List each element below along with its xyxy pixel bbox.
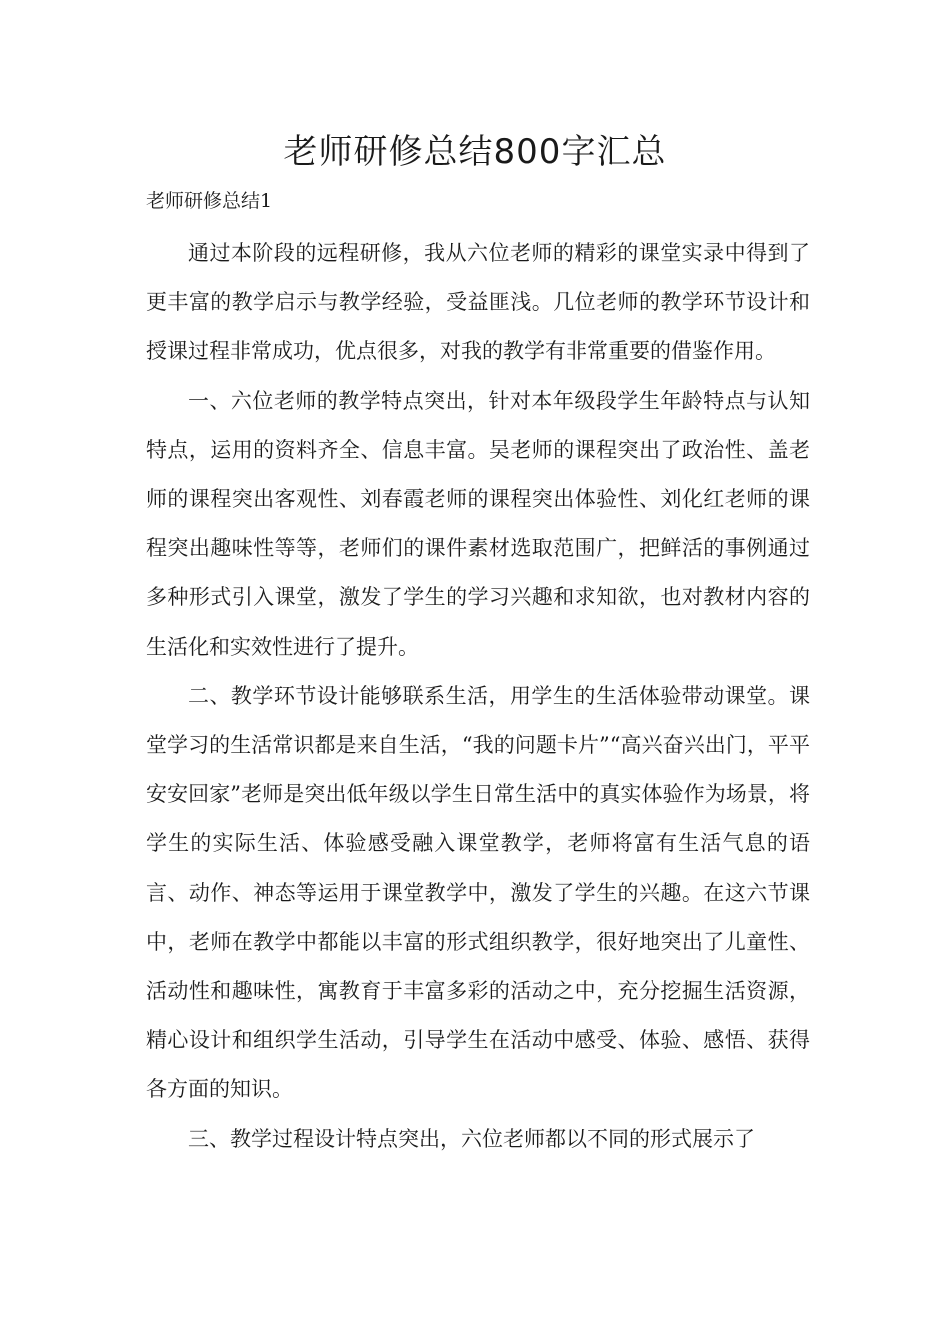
paragraph: 一、六位老师的教学特点突出，针对本年级段学生年龄特点与认知特点，运用的资料齐全、信息丰富。吴老师的课程突出了政治性、盖老师的课程突出客观性、刘春霞老师的课程突出体验性、刘化红老师的课程突出趣味性等等，老师们的课件素材选取范围广，把鲜活的事例通过多种形式引入课堂，激发了学生的学习兴趣和求知欲，也对教材内容的生活化和实效性进行了提升。 (146, 388, 810, 659)
paragraph: 三、教学过程设计特点突出，六位老师都以不同的形式展示了 (188, 1126, 755, 1151)
document-title: 老师研修总结800字汇总 (283, 132, 667, 172)
section-heading: 老师研修总结1 (146, 190, 273, 212)
document-body (146, 229, 810, 1164)
paragraph: 二、教学环节设计能够联系生活，用学生的生活体验带动课堂。课堂学习的生活常识都是来自生活，“我的问题卡片”“高兴奋兴出门，平平安安回家”老师是突出低年级以学生日常生活中的真实体验作为场景，将学生的实际生活、体验感受融入课堂教学，老师将富有生活气息的语言、动作、神态等运用于课堂教学中，激发了学生的兴趣。在这六节课中，老师在教学中都能以丰富的形式组织教学，很好地突出了儿童性、活动性和趣味性，寓教育于丰富多彩的活动之中，充分挖掘生活资源，精心设计和组织学生活动，引导学生在活动中感受、体验、感悟、获得各方面的知识。 (146, 683, 810, 1102)
paragraph: 通过本阶段的远程研修，我从六位老师的精彩的课堂实录中得到了更丰富的教学启示与教学经验，受益匪浅。几位老师的教学环节设计和授课过程非常成功，优点很多，对我的教学有非常重要的借鉴作用。 (146, 241, 810, 364)
